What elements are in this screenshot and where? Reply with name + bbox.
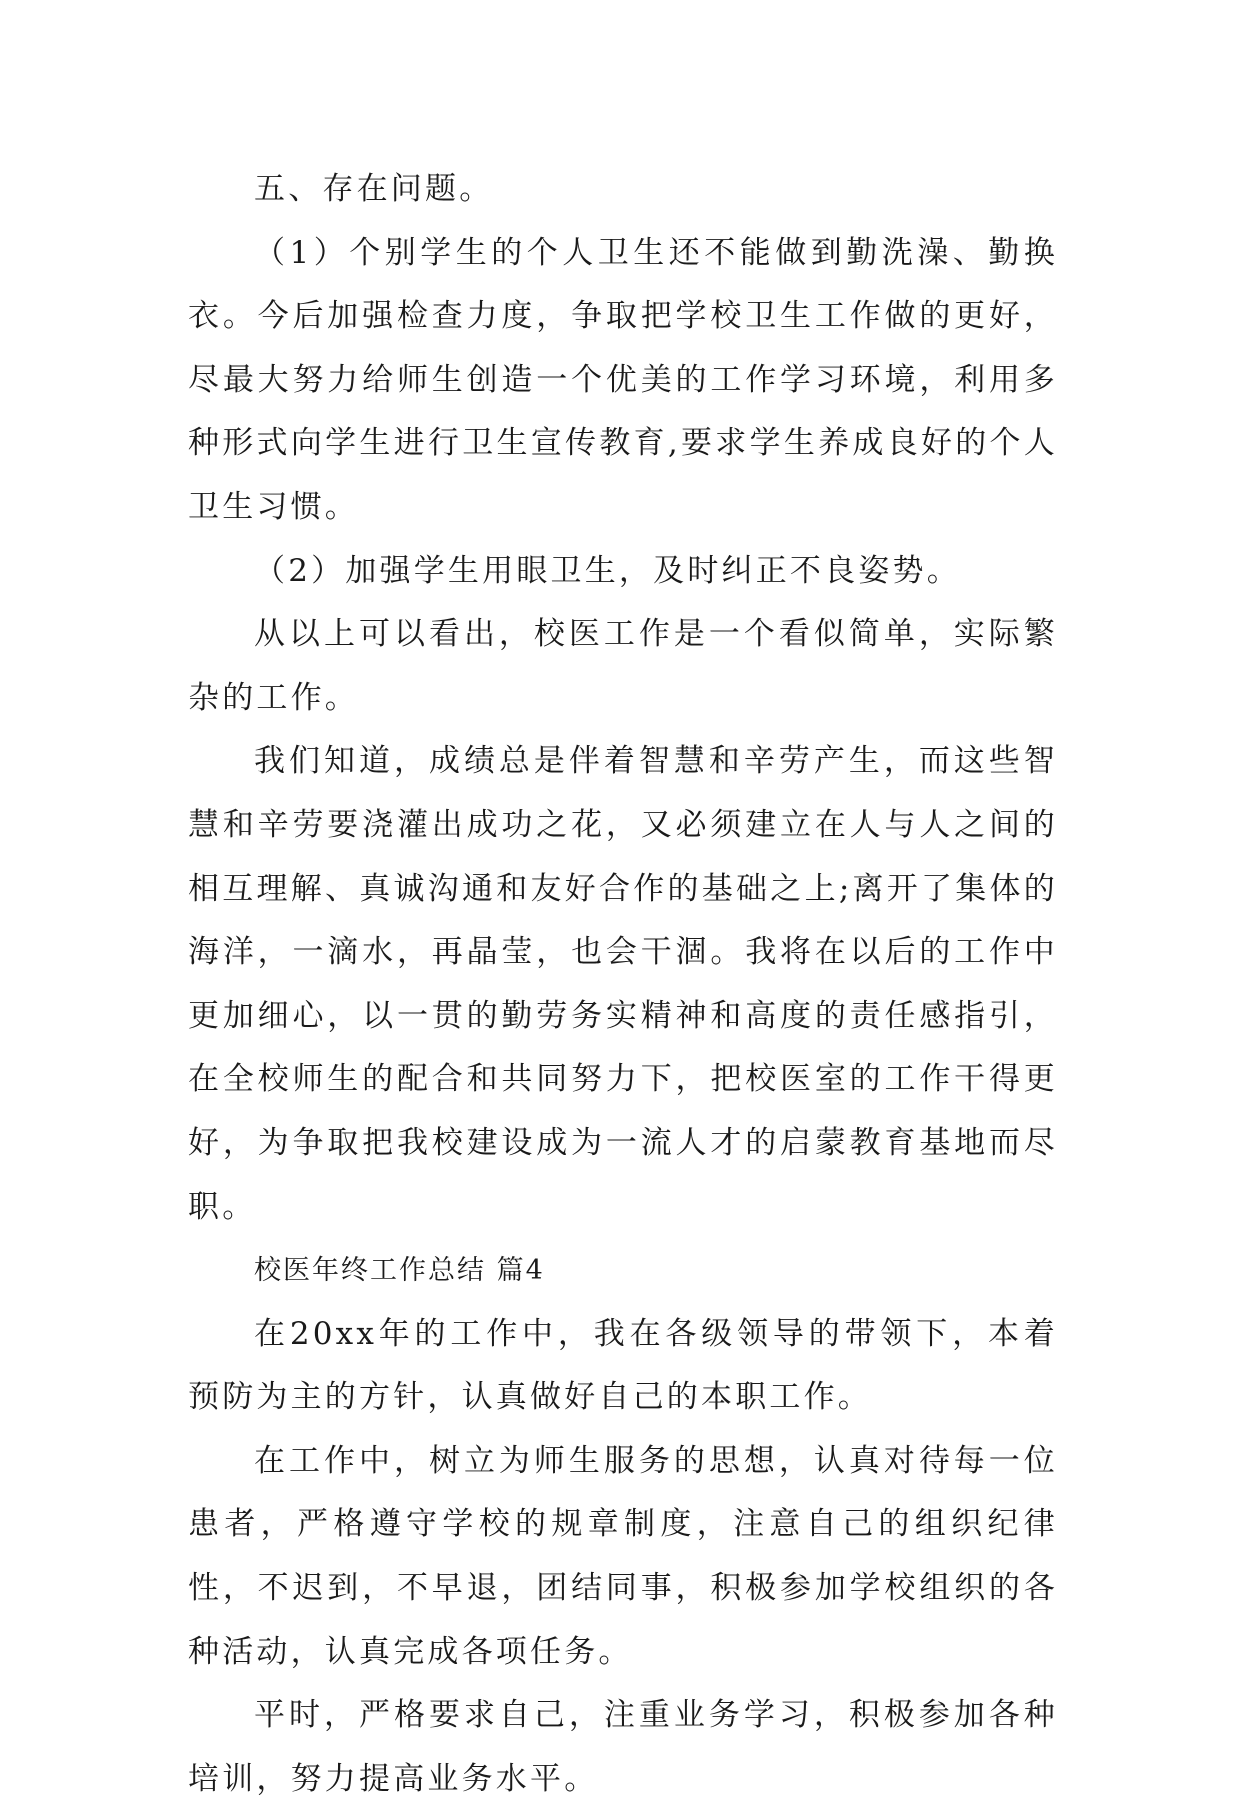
- paragraph: 我们知道，成绩总是伴着智慧和辛劳产生，而这些智慧和辛劳要浇灌出成功之花，又必须建立在人与人之间的相互理解、真诚沟通和友好合作的基础之上;离开了集体的海洋，一滴水，再晶莹，也会干涸。我将在以后的工作中更加细心，以一贯的勤劳务实精神和高度的责任感指引，在全校师生的配合和共同努力下，把校医室的工作干得更好，为争取把我校建设成为一流人才的启蒙教育基地而尽职。: [188, 743, 1058, 1225]
- paragraph: （1）个别学生的个人卫生还不能做到勤洗澡、勤换衣。今后加强检查力度，争取把学校卫生工作做的更好，尽最大努力给师生创造一个优美的工作学习环境，利用多种形式向学生进行卫生宣传教育,要求学生养成良好的个人卫生习惯。: [188, 234, 1058, 525]
- paragraph: 在20xx年的工作中，我在各级领导的带领下，本着预防为主的方针，认真做好自己的本职工作。: [188, 1315, 1058, 1416]
- document-body: [188, 158, 1058, 1811]
- article-subtitle: 校医年终工作总结 篇4: [254, 1255, 545, 1287]
- paragraph: 从以上可以看出，校医工作是一个看似简单，实际繁杂的工作。: [188, 616, 1058, 716]
- paragraph: 平时，严格要求自己，注重业务学习，积极参加各种培训，努力提高业务水平。: [188, 1697, 1058, 1797]
- section-heading: 五、存在问题。: [254, 171, 494, 207]
- paragraph: （2）加强学生用眼卫生，及时纠正不良姿势。: [254, 552, 961, 589]
- paragraph: 在工作中，树立为师生服务的思想，认真对待每一位患者，严格遵守学校的规章制度，注意自己的组织纪律性，不迟到，不早退，团结同事，积极参加学校组织的各种活动，认真完成各项任务。: [188, 1442, 1058, 1670]
